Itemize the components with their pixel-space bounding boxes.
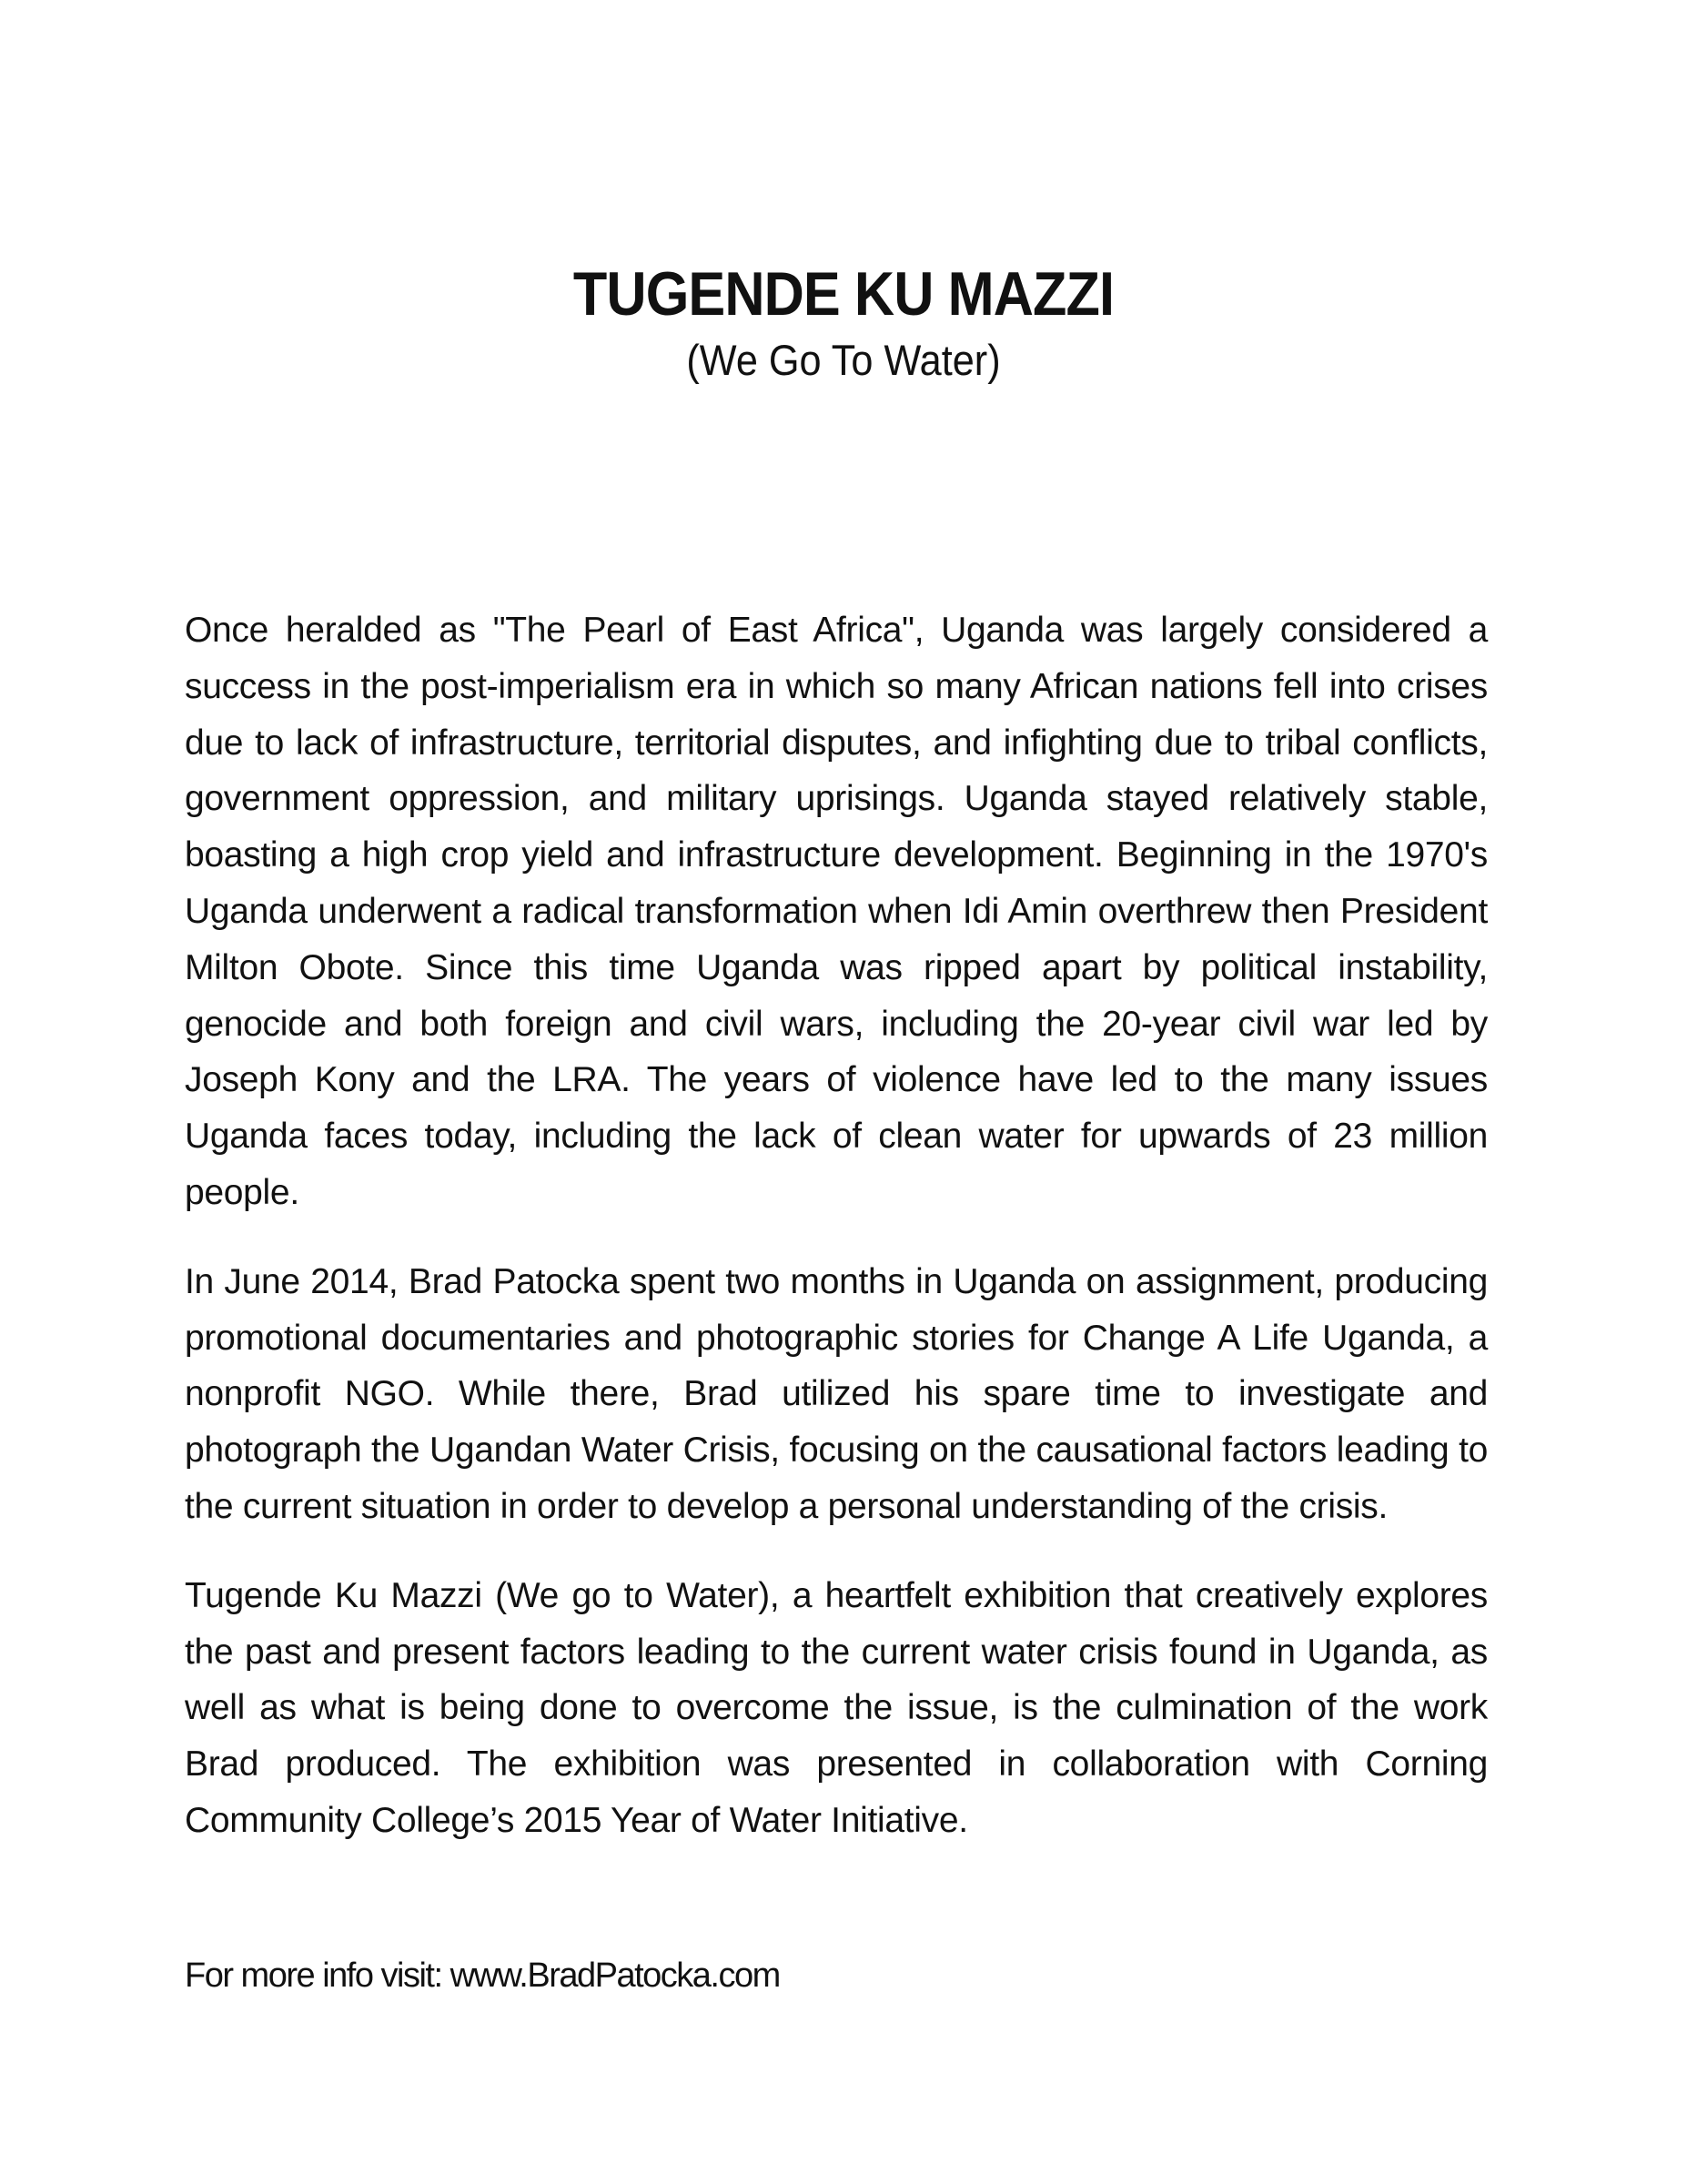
- paragraph-exhibition: Tugende Ku Mazzi (We go to Water), a heartfelt exhibition that creatively explores the past and present factors leading to the current water crisis found in Uganda, as well as what is being done to overcome the issue, is the culmination of the work Brad produced. The exhibition was presented in collaboration with Corning Community College’s 2015 Year of Water Initiative.: [185, 1575, 1488, 1840]
- paragraph-assignment: In June 2014, Brad Patocka spent two months in Uganda on assignment, producing promotional documentaries and photographic stories for Change A Life Uganda, a nonprofit NGO. While there, Brad utilized his spare time to investigate and photograph the Ugandan Water Crisis, focusing on the causational factors leading to the current situation in order to develop a personal understanding of the crisis.: [185, 1261, 1488, 1526]
- paragraph-history: Once heralded as "The Pearl of East Africa", Uganda was largely considered a success in the post-imperialism era in which so many African nations fell into crises due to lack of infrastructure, territorial disputes, and infighting due to tribal conflicts, government oppression, and military uprisings. Uganda stayed relatively stable, boasting a high crop yield and infrastructure development. Beginning in the 1970's Uganda underwent a radical transformation when Idi Amin overthrew then President Milton Obote. Since this time Uganda was ripped apart by political instability, genocide and both foreign and civil wars, including the 20-year civil war led by Joseph Kony and the LRA. The years of violence have led to the many issues Uganda faces today, including the lack of clean water for upwards of 23 million people.: [185, 611, 1488, 1212]
- document-subtitle: (We Go To Water): [686, 336, 1001, 384]
- footer-info: For more info visit: www.BradPatocka.com: [185, 1956, 780, 1995]
- document-body: [185, 602, 1488, 1882]
- document-title: TUGENDE KU MAZZI: [572, 259, 1115, 329]
